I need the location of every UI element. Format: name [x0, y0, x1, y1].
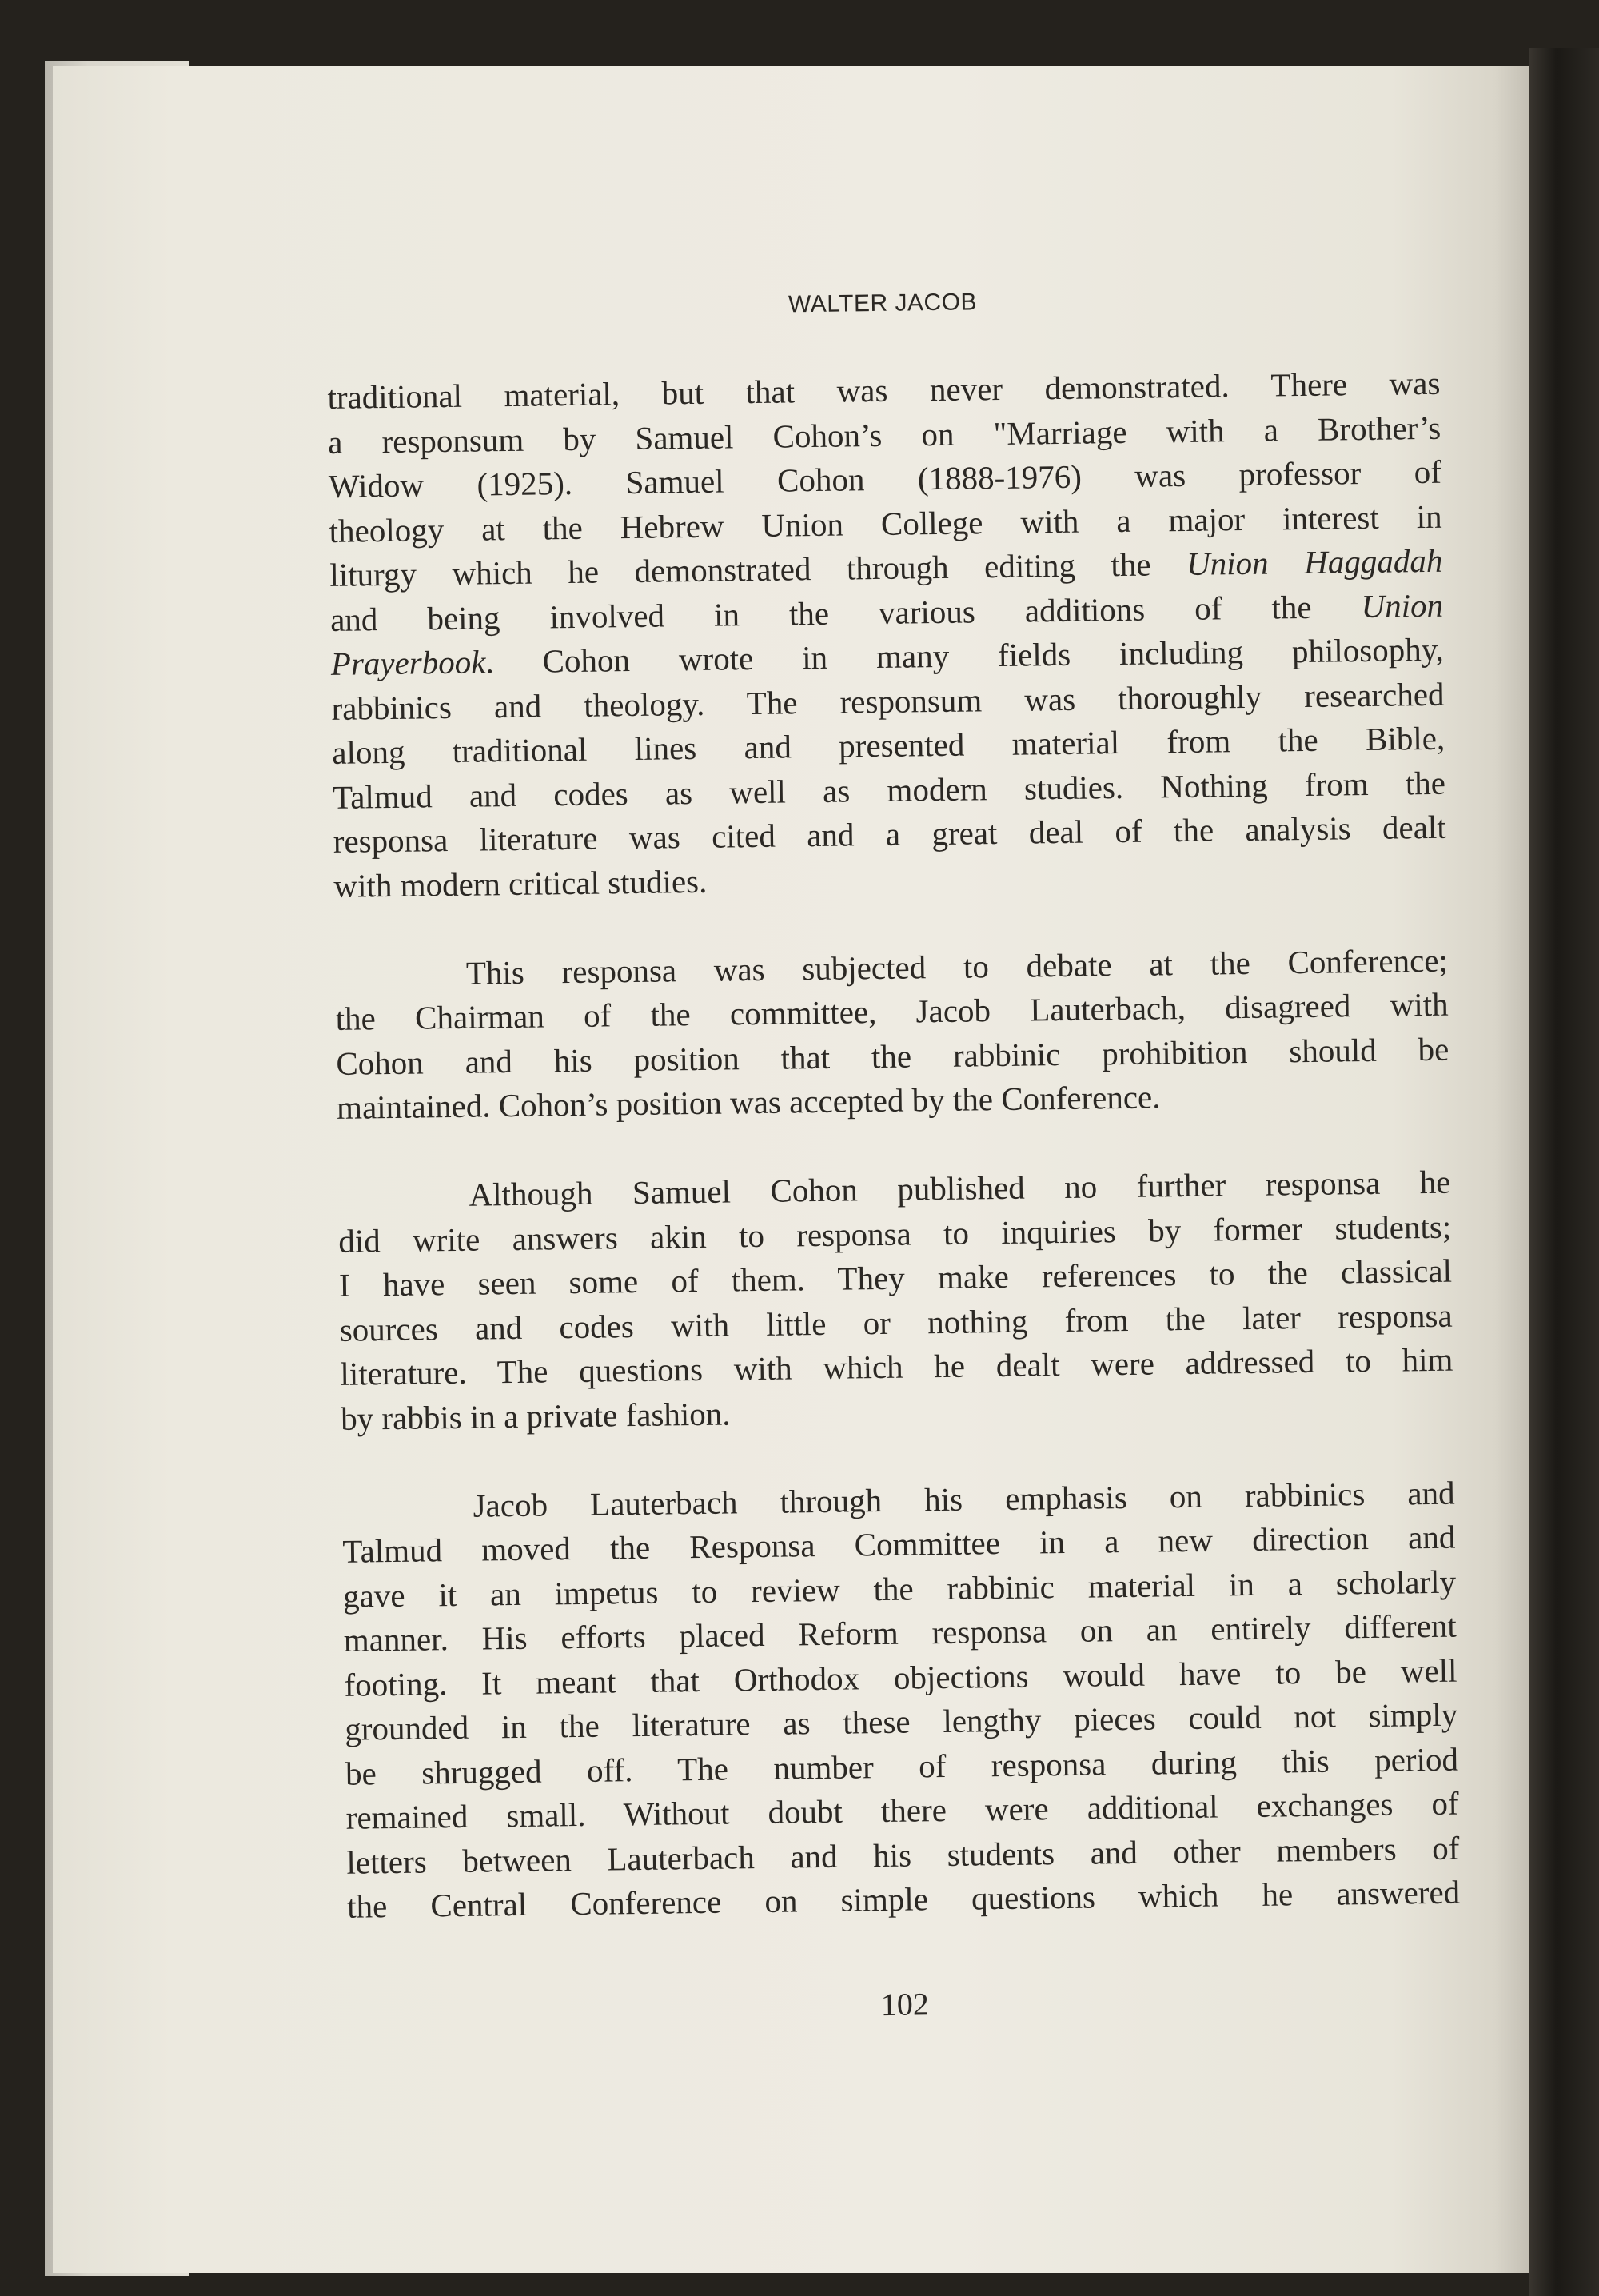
text-segment: maintained. Cohon’s position was accepted by the Conference. — [336, 1078, 1161, 1126]
text-segment: theology at the Hebrew Union College with a major interest in — [329, 497, 1442, 549]
text-segment: by rabbis in a private fashion. — [340, 1394, 731, 1437]
text-segment: sources and codes with little or nothing from the later responsa — [339, 1296, 1453, 1348]
text-segment: traditional material, but that was never demonstrated. There was — [327, 364, 1441, 416]
text-segment: rabbinics and theology. The responsum was thoroughly researched — [331, 675, 1445, 727]
paragraph — [335, 938, 1450, 1130]
text-segment: a responsum by Samuel Cohon’s on "Marriage with a Brother’s — [327, 409, 1441, 461]
text-segment: responsa literature was cited and a great deal of the analysis dealt — [333, 808, 1446, 860]
text-segment: the Central Conference on simple questions which he answered — [346, 1873, 1461, 1925]
paragraph — [337, 1160, 1453, 1441]
text-segment: manner. His efforts placed Reform responsa on an entirely different — [343, 1607, 1457, 1659]
italic-title: Prayerbook — [330, 643, 486, 682]
text-segment: Although Samuel Cohon published no further responsa he — [469, 1163, 1451, 1213]
text-segment: with modern critical studies. — [333, 862, 708, 904]
text-segment: This responsa was subjected to debate at the Conference; — [465, 941, 1449, 992]
text-segment: the Chairman of the committee, Jacob Lauterbach, disagreed with — [335, 985, 1449, 1037]
text-segment: footing. It meant that Orthodox objections would have to be well — [344, 1651, 1457, 1703]
text-segment: and being involved in the various additions of the — [329, 587, 1362, 638]
italic-title: Union Haggadah — [1186, 541, 1443, 582]
text-segment: gave it an impetus to review the rabbinic material in a scholarly — [342, 1563, 1457, 1615]
body-text — [327, 361, 1460, 1930]
text-segment: liturgy which he demonstrated through editing the — [329, 545, 1187, 593]
text-segment: letters between Lauterbach and his students and other members of — [346, 1829, 1460, 1881]
text-segment: Cohon and his position that the rabbinic prohibition should be — [336, 1030, 1449, 1082]
text-segment: literature. The questions with which he dealt were addressed to him — [340, 1340, 1453, 1392]
text-segment: Talmud and codes as well as modern studies. Nothing from the — [332, 764, 1446, 816]
text-segment: grounded in the literature as these lengthy pieces could not simply — [344, 1695, 1458, 1747]
text-segment: Talmud moved the Responsa Committee in a new direction and — [342, 1518, 1456, 1570]
page-number: 102 — [880, 1986, 930, 2023]
text-segment: Widow (1925). Samuel Cohon (1888-1976) was professor of — [328, 453, 1442, 505]
text-segment: remained small. Without doubt there were additional exchanges of — [345, 1784, 1459, 1836]
paragraph — [327, 361, 1447, 908]
text-segment: . Cohon wrote in many fields including philosophy, — [485, 630, 1445, 681]
text-segment: Jacob Lauterbach through his emphasis on rabbinics and — [473, 1474, 1455, 1524]
text-segment: did write answers akin to responsa to inquiries by former students; — [338, 1208, 1452, 1260]
book-binding — [1529, 48, 1599, 2296]
running-header: WALTER JACOB — [788, 289, 978, 318]
italic-title: Union — [1361, 586, 1444, 625]
text-segment: I have seen some of them. They make references to the classical — [338, 1252, 1453, 1304]
text-segment: be shrugged off. The number of responsa during this period — [345, 1740, 1459, 1792]
paragraph — [341, 1471, 1460, 1929]
text-segment: along traditional lines and presented material from the Bible, — [332, 719, 1445, 771]
